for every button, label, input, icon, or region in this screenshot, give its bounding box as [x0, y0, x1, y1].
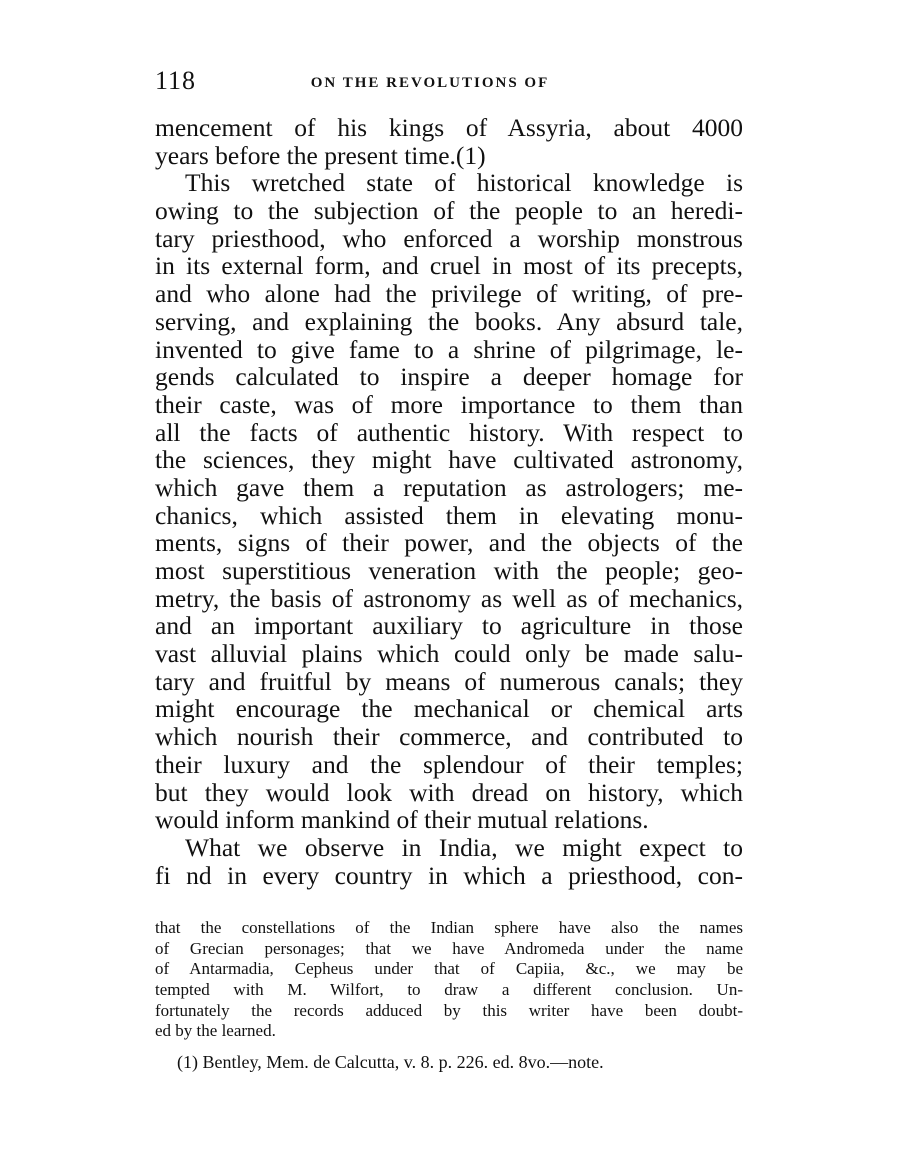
body-text — [155, 114, 743, 889]
body-line: vast alluvial plains which could only be made salu- — [155, 639, 743, 669]
body-line: would inform mankind of their mutual relations. — [155, 805, 649, 835]
body-line: and who alone had the privilege of writing, of pre- — [155, 279, 743, 309]
footnote-line: of Antarmadia, Cepheus under that of Capiia, &c., we may be — [155, 959, 743, 979]
body-line: owing to the subjection of the people to an heredi- — [155, 196, 743, 226]
page-number: 118 — [155, 66, 197, 95]
footnote-line: of Grecian personages; that we have Andromeda under the name — [155, 938, 743, 958]
body-line: might encourage the mechanical or chemical arts — [155, 694, 743, 724]
body-line: most superstitious veneration with the people; geo- — [155, 556, 743, 585]
body-line: What we observe in India, we might expect to — [185, 832, 743, 862]
body-line: in its external form, and cruel in most of its precepts, — [155, 251, 743, 281]
footnote-line: ed by the learned. — [155, 1021, 276, 1041]
body-line: mencement of his kings of Assyria, about 4000 — [155, 113, 743, 142]
body-line: invented to give fame to a shrine of pilgrimage, le- — [155, 334, 743, 364]
footnote-line: tempted with M. Wilfort, to draw a different conclusion. Un- — [155, 980, 743, 1000]
body-line: chanics, which assisted them in elevating monu- — [155, 500, 743, 530]
body-line: the sciences, they might have cultivated astronomy, — [155, 445, 743, 475]
body-line: and an important auxiliary to agriculture in those — [155, 611, 743, 641]
footnote-line: that the constellations of the Indian sphere have also the names — [155, 918, 743, 937]
body-line: years before the present time.(1) — [155, 140, 486, 170]
body-line: fi nd in every country in which a priesthood, con- — [155, 860, 743, 890]
body-line: ments, signs of their power, and the objects of the — [155, 528, 743, 558]
body-line: their luxury and the splendour of their temples; — [155, 749, 743, 779]
running-title: ON THE REVOLUTIONS OF — [310, 75, 550, 91]
footnotes — [155, 918, 743, 1073]
body-line: gends calculated to inspire a deeper homage for — [155, 362, 743, 392]
body-line: tary and fruitful by means of numerous canals; they — [155, 666, 743, 696]
footnote-reference: (1) Bentley, Mem. de Calcutta, v. 8. p. 226. ed. 8vo.—note. — [177, 1052, 604, 1073]
body-line: tary priesthood, who enforced a worship monstrous — [155, 223, 743, 253]
body-line: all the facts of authentic history. With respect to — [155, 417, 743, 447]
body-line: but they would look with dread on history, which — [155, 777, 743, 807]
body-line: which gave them a reputation as astrologers; me- — [155, 472, 743, 502]
footnote-line: fortunately the records adduced by this writer have been doubt- — [155, 1000, 743, 1020]
body-line: their caste, was of more importance to them than — [155, 389, 743, 419]
running-head — [155, 66, 745, 106]
body-line: metry, the basis of astronomy as well as of mechanics, — [155, 583, 743, 613]
body-line: serving, and explaining the books. Any absurd tale, — [155, 306, 743, 336]
body-line: which nourish their commerce, and contributed to — [155, 722, 743, 752]
body-line: This wretched state of historical knowledge is — [185, 168, 743, 198]
